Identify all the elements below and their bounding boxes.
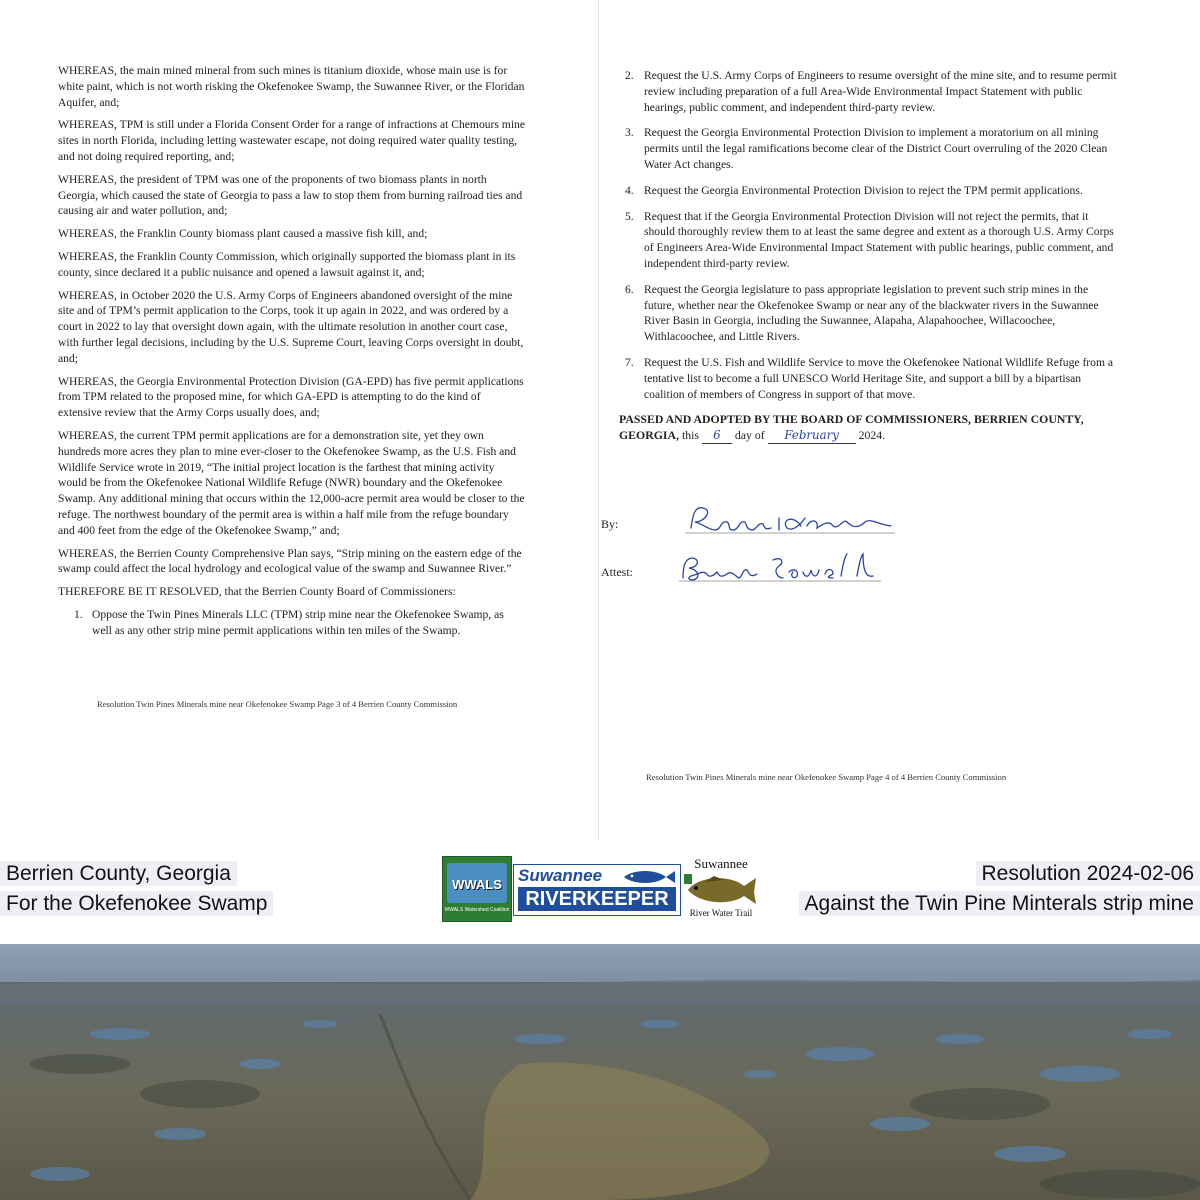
list-item-text: Oppose the Twin Pines Minerals LLC (TPM) strip mine near the Okefenokee Swamp, as well as any other strip mine permit applications within ten miles of the Swamp. — [92, 607, 504, 637]
caption-county: Berrien County, Georgia — [0, 861, 237, 886]
adoption-statement — [619, 412, 1119, 444]
resolution-page-4 — [598, 0, 1200, 840]
adoption-day-of: day of — [734, 427, 765, 442]
attest-signature — [677, 548, 887, 588]
list-item-number: 4. — [625, 183, 634, 197]
by-label: By: — [601, 517, 619, 531]
list-item-text: Request the Georgia legislature to pass appropriate legislation to prevent such strip mines in the future, whether near the Okefenokee Swamp or near any of the blackwater rivers in the Suwannee River Basin in Georgia, including the Suwannee, Alapaha, Alapahoochee, Willacoochee, Withlacoochee, and Little Rivers. — [644, 282, 1099, 344]
whereas-paragraph: WHEREAS, the Berrien County Comprehensive Plan says, “Strip mining on the eastern edge of the swamp could affect the local hydrology and ecological value of the swamp and Suwannee River.” — [58, 546, 522, 576]
list-item-number: 1. — [74, 607, 83, 621]
month-handwritten: February — [784, 427, 839, 442]
therefore-paragraph: THEREFORE BE IT RESOLVED, that the Berrien County Board of Commissioners: — [58, 585, 456, 599]
fish-icon — [622, 869, 676, 885]
list-item — [619, 125, 1119, 172]
wwals-logo-subtext: WWALS Watershed Coalition — [444, 907, 510, 913]
whereas-paragraph: WHEREAS, the Georgia Environmental Protection Division (GA-EPD) has five permit applications from TPM related to the proposed mine, for which GA-EPD is attempting to do the kind of extensive review that the Army Corps usually does, and; — [58, 374, 524, 420]
day-handwritten: 6 — [713, 427, 721, 442]
month-blank — [768, 428, 856, 445]
page-4-body — [619, 68, 1119, 444]
resolution-page-3 — [0, 0, 598, 840]
riverkeeper-top-text: Suwannee — [518, 866, 603, 885]
adoption-this: this — [681, 427, 699, 442]
whereas-paragraph: WHEREAS, the president of TPM was one of the proponents of two biomass plants in north Georgia, which caused the state of Georgia to pass a law to stop them from burning railroad ties and causing air and water pollution, and; — [58, 172, 523, 218]
water-trail-logo — [682, 856, 760, 922]
riverkeeper-logo — [513, 864, 681, 916]
list-item-text: Request the Georgia Environmental Protection Division to implement a moratorium on all mining permits until the legal ramifications become clear of the District Court overruling of the 2020 Clean Water Act changes. — [644, 126, 1108, 171]
resolution-list — [619, 68, 1119, 402]
list-item — [619, 68, 1119, 115]
list-item-text: Request the U.S. Army Corps of Engineers to resume oversight of the mine site, and to resume permit review including preparation of a full Area-Wide Environmental Impact Statement with public hearings, public comment, and independent third-party review. — [644, 69, 1117, 114]
list-item-number: 5. — [625, 209, 634, 223]
page-3-body — [58, 63, 525, 649]
list-item-number: 7. — [625, 355, 634, 369]
adoption-text: PASSED AND ADOPTED BY THE BOARD OF COMMISSIONERS, BERRIEN COUNTY, GEORGIA, — [619, 412, 1084, 442]
swamp-aerial-photo — [0, 944, 1200, 1200]
riverkeeper-bottom-text: RIVERKEEPER — [518, 887, 676, 911]
list-item — [619, 209, 1119, 272]
whereas-paragraph: WHEREAS, the Franklin County biomass plant caused a massive fish kill, and; — [58, 227, 428, 241]
wwals-logo-text: WWALS — [452, 877, 502, 892]
bass-fish-icon — [684, 872, 758, 906]
list-item-number: 2. — [625, 69, 634, 82]
whereas-paragraph: WHEREAS, in October 2020 the U.S. Army Corps of Engineers abandoned oversight of the mine site and of TPM’s permit application to the Corps, took it up again in 2022, and was ordered by a court in 2022 to lay that oversight down again, with the ultimate resolution in another court case, with further legal decisions, including by the U.S. Supreme Court, leaving Corps oversight in doubt, and; — [58, 288, 524, 365]
whereas-paragraph: WHEREAS, the main mined mineral from such mines is titanium dioxide, whose main use is for white paint, which is not worth risking the Okefenokee Swamp, the Suwannee River, or the Floridan Aquifer, and; — [58, 64, 525, 109]
whereas-paragraph: WHEREAS, TPM is still under a Florida Consent Order for a range of infractions at Chemours mine sites in north Florida, including letting wastewater escape, not doing required water quality testing, and not doing required reporting, and; — [58, 118, 525, 163]
wwals-logo — [442, 856, 512, 922]
water-trail-bottom-text: River Water Trail — [689, 908, 753, 918]
caption-resolution: Resolution 2024-02-06 — [976, 861, 1200, 886]
list-item-number: 6. — [625, 282, 634, 296]
adoption-year: 2024. — [858, 427, 886, 442]
page-3-footer: Resolution Twin Pines Minerals mine near Okefenokee Swamp Page 3 of 4 Berrien County Commission — [97, 699, 458, 709]
logos-strip — [442, 856, 760, 922]
page-4-footer: Resolution Twin Pines Minerals mine near Okefenokee Swamp Page 4 of 4 Berrien County Commission — [646, 772, 1007, 782]
caption-swamp: For the Okefenokee Swamp — [0, 891, 273, 916]
resolution-list — [58, 607, 525, 639]
list-item — [619, 282, 1119, 345]
day-blank — [702, 428, 732, 445]
caption-against: Against the Twin Pine Minterals strip mine — [799, 891, 1200, 916]
whereas-paragraph: WHEREAS, the current TPM permit applications are for a demonstration site, yet they own hundreds more acres they plan to mine ever-closer to the Okefenokee Swamp, as the U.S. Fish and Wildlife Service wrote in 2019, “The initial project location is the farthest that mining activity would be from the Okefenokee National Wildlife Refuge (NWR) boundary and the Okefenokee Swamp. Any additional mining that occurs within the 12,000-acre permit area would be closer to the refuge. The northwest boundary of the permit area is within a half mile from the refuge boundary and 400 feet from the edge of the Okefenokee Swamp,” and; — [58, 428, 525, 537]
list-item-text: Request the U.S. Fish and Wildlife Service to move the Okefenokee National Wildlife Refuge from a tentative list to become a full UNESCO World Heritage Site, and support a bill by a bipartisan coalition of members of Congress in support of that move. — [644, 355, 1114, 401]
list-item-text: Request the Georgia Environmental Protection Division to reject the TPM permit applications. — [644, 183, 1083, 197]
by-signature — [681, 500, 911, 540]
whereas-paragraph: WHEREAS, the Franklin County Commission, which originally supported the biomass plant in its county, since declared it a public nuisance and opened a lawsuit against it, and; — [58, 249, 516, 279]
list-item — [619, 355, 1119, 402]
list-item-text: Request that if the Georgia Environmental Protection Division will not reject the permits, that it should thoroughly review them to at least the same degree and extent as a thorough U.S. Army Corps of Engineers Area-Wide Environmental Impact Statement with public hearings, public comment, and independent third-party review. — [644, 209, 1114, 270]
list-item — [619, 183, 1119, 199]
list-item — [58, 607, 525, 639]
swamp-landscape-image — [0, 944, 1200, 1200]
list-item-number: 3. — [625, 126, 634, 140]
water-trail-top-text: Suwannee — [694, 856, 748, 871]
attest-label: Attest: — [601, 565, 633, 579]
